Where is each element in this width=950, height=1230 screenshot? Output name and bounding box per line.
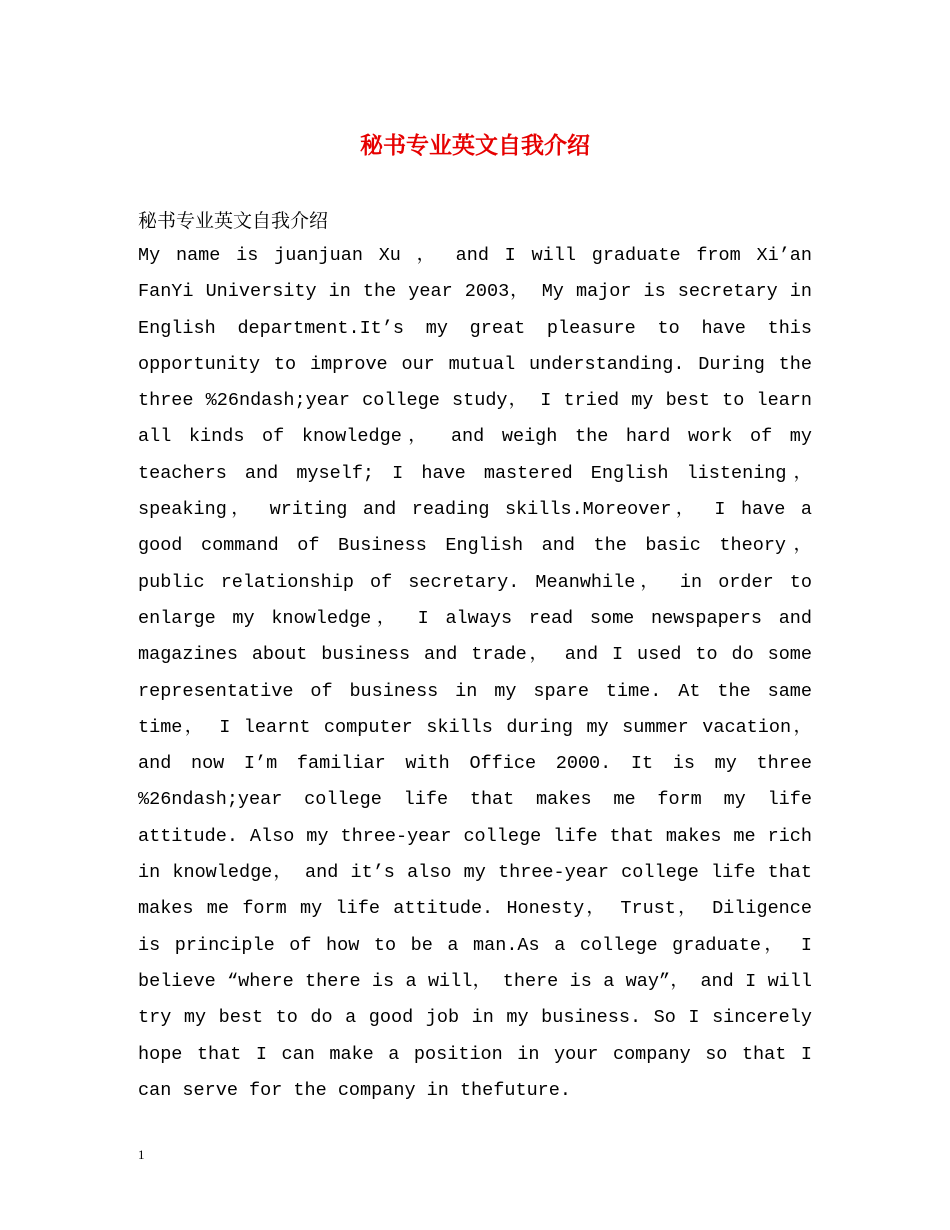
document-body: My name is juanjuan Xu ， and I will graduate from Xi’an FanYi University in the year 2003， My major is secretary in English department.It’s my great pleasure to have this opportunity to improve our mutual understanding. During the three %26ndash;year college study， I tried my best to learn all kinds of knowledge， and weigh the hard work of my teachers and myself; I have mastered English listening， speaking， writing and reading skills.Moreover， I have a good command of Business English and the basic theory， public relationship of secretary. Meanwhile， in order to enlarge my knowledge， I always read some newspapers and magazines about business and trade， and I used to do some representative of business in my spare time. At the same time， I learnt computer skills during my summer vacation， and now I’m familiar with Office 2000. It is my three %26ndash;year college life that makes me form my life attitude. Also my three-year college life that makes me rich in knowledge， and it’s also my three-year college life that makes me form my life attitude. Honesty， Trust， Diligence is principle of how to be a man.As a college graduate， I believe “where there is a will， there is a way”， and I will try my best to do a good job in my business. So I sincerely hope that I can make a position in your company so that I can serve for the company in thefuture. xyxy=(138,245,812,1101)
document-title: 秘书专业英文自我介绍 xyxy=(360,132,590,159)
document-subtitle: 秘书专业英文自我介绍 xyxy=(138,210,329,232)
page-number: 1 xyxy=(138,1147,145,1162)
